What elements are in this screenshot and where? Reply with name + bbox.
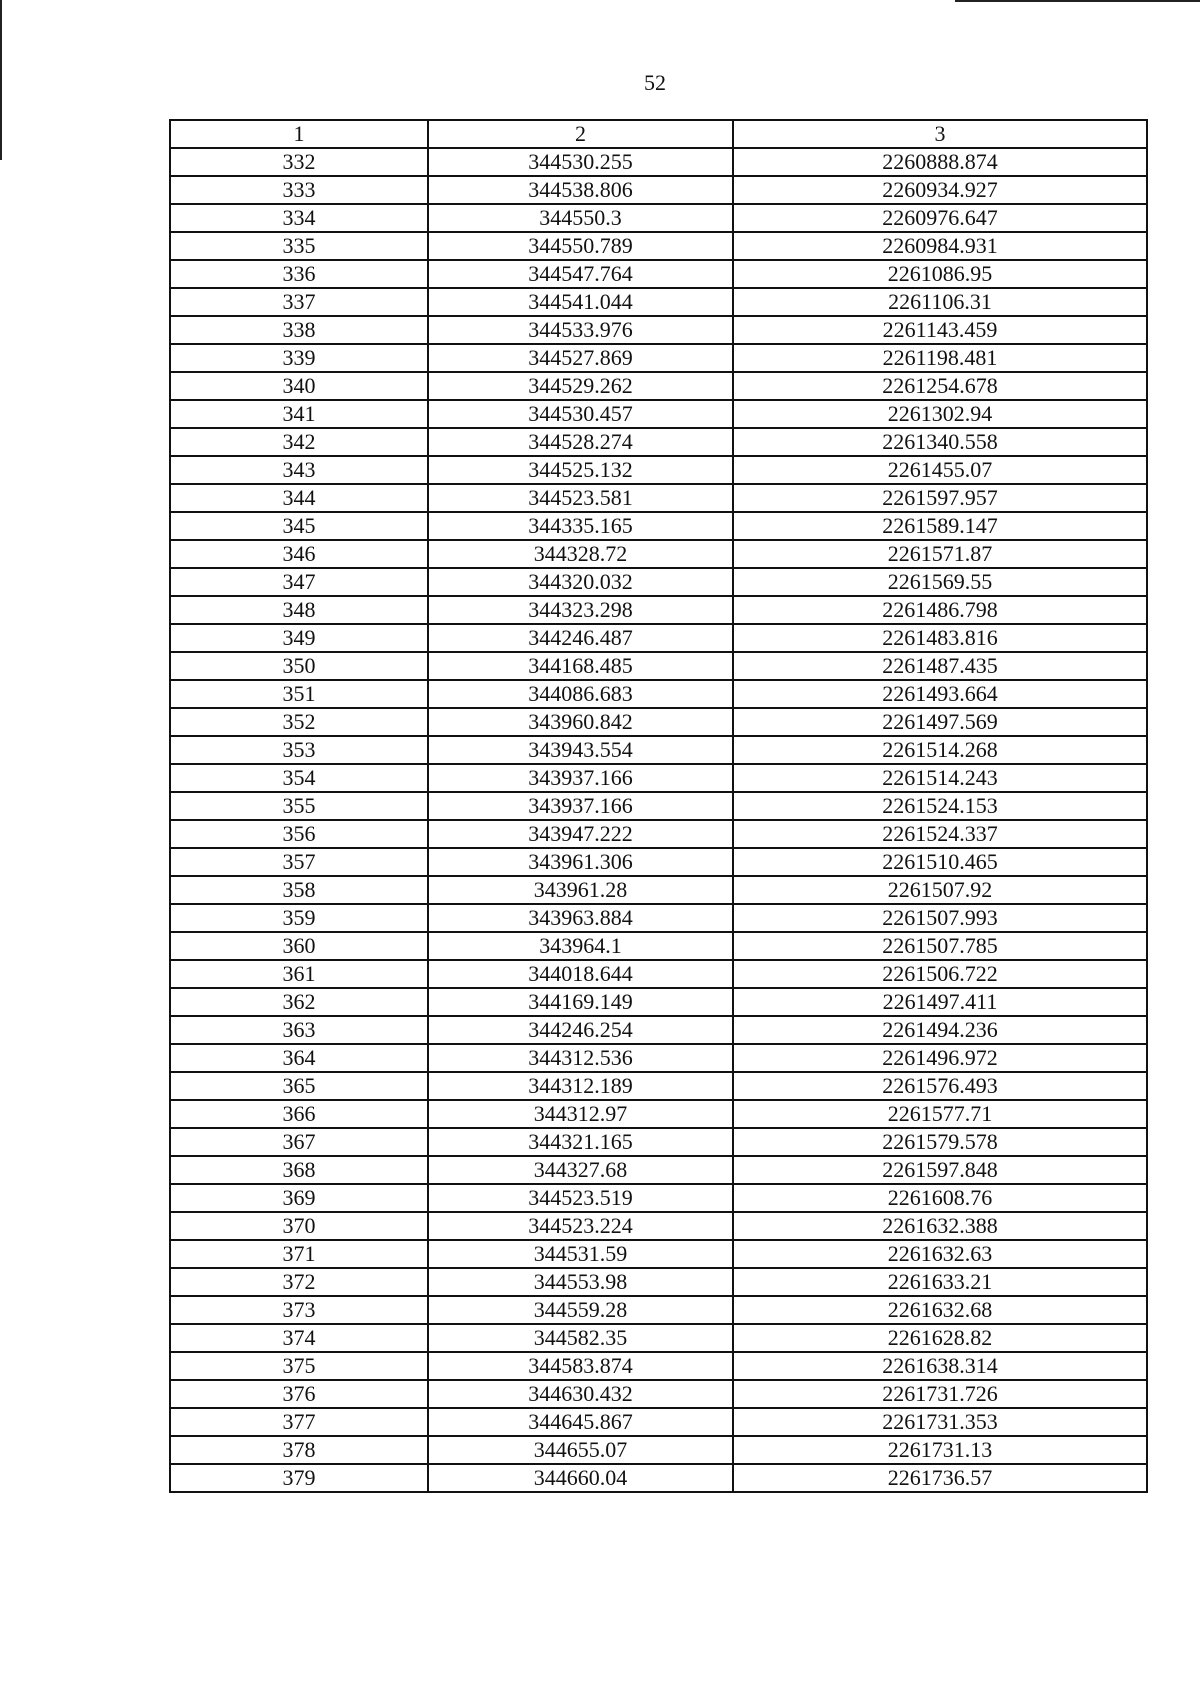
coordinate-x-cell: 344630.432 bbox=[428, 1380, 733, 1408]
coordinate-x-cell: 344582.35 bbox=[428, 1324, 733, 1352]
point-number-cell: 341 bbox=[170, 400, 428, 428]
table-row bbox=[170, 876, 1147, 904]
point-number-cell: 354 bbox=[170, 764, 428, 792]
coordinates-table bbox=[169, 119, 1148, 1493]
table-row bbox=[170, 820, 1147, 848]
coordinate-x-cell: 344559.28 bbox=[428, 1296, 733, 1324]
point-number-cell: 340 bbox=[170, 372, 428, 400]
table-row bbox=[170, 148, 1147, 176]
coordinate-y-cell: 2261731.726 bbox=[733, 1380, 1147, 1408]
coordinate-x-cell: 344246.487 bbox=[428, 624, 733, 652]
point-number-cell: 378 bbox=[170, 1436, 428, 1464]
point-number-cell: 359 bbox=[170, 904, 428, 932]
coordinate-x-cell: 344583.874 bbox=[428, 1352, 733, 1380]
coordinate-y-cell: 2261143.459 bbox=[733, 316, 1147, 344]
point-number-cell: 379 bbox=[170, 1464, 428, 1492]
coordinate-y-cell: 2261736.57 bbox=[733, 1464, 1147, 1492]
table-row bbox=[170, 288, 1147, 316]
coordinate-x-cell: 344312.97 bbox=[428, 1100, 733, 1128]
table-row bbox=[170, 316, 1147, 344]
point-number-cell: 368 bbox=[170, 1156, 428, 1184]
coordinate-y-cell: 2261608.76 bbox=[733, 1184, 1147, 1212]
table-row bbox=[170, 624, 1147, 652]
coordinate-y-cell: 2261589.147 bbox=[733, 512, 1147, 540]
point-number-cell: 371 bbox=[170, 1240, 428, 1268]
coordinate-x-cell: 344660.04 bbox=[428, 1464, 733, 1492]
table-row bbox=[170, 1212, 1147, 1240]
table-row bbox=[170, 1436, 1147, 1464]
point-number-cell: 373 bbox=[170, 1296, 428, 1324]
point-number-cell: 346 bbox=[170, 540, 428, 568]
table-row bbox=[170, 1296, 1147, 1324]
table-row bbox=[170, 988, 1147, 1016]
coordinate-y-cell: 2261493.664 bbox=[733, 680, 1147, 708]
coordinate-x-cell: 344655.07 bbox=[428, 1436, 733, 1464]
coordinate-y-cell: 2261632.68 bbox=[733, 1296, 1147, 1324]
table-row bbox=[170, 1240, 1147, 1268]
point-number-cell: 367 bbox=[170, 1128, 428, 1156]
table-row bbox=[170, 848, 1147, 876]
coordinate-y-cell: 2261569.55 bbox=[733, 568, 1147, 596]
coordinate-y-cell: 2261496.972 bbox=[733, 1044, 1147, 1072]
table-row bbox=[170, 736, 1147, 764]
table-row bbox=[170, 792, 1147, 820]
coordinate-y-cell: 2260934.927 bbox=[733, 176, 1147, 204]
point-number-cell: 355 bbox=[170, 792, 428, 820]
table-row bbox=[170, 708, 1147, 736]
column-header-1: 1 bbox=[170, 120, 428, 148]
point-number-cell: 343 bbox=[170, 456, 428, 484]
coordinate-x-cell: 344645.867 bbox=[428, 1408, 733, 1436]
coordinate-x-cell: 344086.683 bbox=[428, 680, 733, 708]
coordinate-y-cell: 2261514.268 bbox=[733, 736, 1147, 764]
coordinate-y-cell: 2261254.678 bbox=[733, 372, 1147, 400]
coordinate-x-cell: 344538.806 bbox=[428, 176, 733, 204]
coordinate-x-cell: 344541.044 bbox=[428, 288, 733, 316]
coordinate-x-cell: 344321.165 bbox=[428, 1128, 733, 1156]
coordinate-y-cell: 2260976.647 bbox=[733, 204, 1147, 232]
table-row bbox=[170, 1044, 1147, 1072]
coordinate-x-cell: 344323.298 bbox=[428, 596, 733, 624]
coordinate-y-cell: 2261633.21 bbox=[733, 1268, 1147, 1296]
coordinate-x-cell: 344246.254 bbox=[428, 1016, 733, 1044]
coordinate-y-cell: 2261632.388 bbox=[733, 1212, 1147, 1240]
point-number-cell: 345 bbox=[170, 512, 428, 540]
coordinate-y-cell: 2261507.92 bbox=[733, 876, 1147, 904]
point-number-cell: 361 bbox=[170, 960, 428, 988]
point-number-cell: 335 bbox=[170, 232, 428, 260]
table-row bbox=[170, 1380, 1147, 1408]
table-row bbox=[170, 960, 1147, 988]
table-row bbox=[170, 764, 1147, 792]
point-number-cell: 351 bbox=[170, 680, 428, 708]
point-number-cell: 365 bbox=[170, 1072, 428, 1100]
coordinate-y-cell: 2261483.816 bbox=[733, 624, 1147, 652]
table-row bbox=[170, 1016, 1147, 1044]
coordinate-y-cell: 2261514.243 bbox=[733, 764, 1147, 792]
coordinate-y-cell: 2261455.07 bbox=[733, 456, 1147, 484]
coordinate-x-cell: 344320.032 bbox=[428, 568, 733, 596]
coordinate-y-cell: 2261198.481 bbox=[733, 344, 1147, 372]
point-number-cell: 339 bbox=[170, 344, 428, 372]
coordinate-y-cell: 2261106.31 bbox=[733, 288, 1147, 316]
table-row bbox=[170, 540, 1147, 568]
table-row bbox=[170, 1100, 1147, 1128]
point-number-cell: 350 bbox=[170, 652, 428, 680]
coordinate-y-cell: 2260984.931 bbox=[733, 232, 1147, 260]
coordinate-y-cell: 2261571.87 bbox=[733, 540, 1147, 568]
coordinate-x-cell: 344312.189 bbox=[428, 1072, 733, 1100]
coordinate-x-cell: 343960.842 bbox=[428, 708, 733, 736]
coordinate-x-cell: 343961.306 bbox=[428, 848, 733, 876]
table-row bbox=[170, 456, 1147, 484]
coordinate-x-cell: 344529.262 bbox=[428, 372, 733, 400]
coordinate-y-cell: 2261579.578 bbox=[733, 1128, 1147, 1156]
table-row bbox=[170, 1184, 1147, 1212]
coordinate-x-cell: 344328.72 bbox=[428, 540, 733, 568]
point-number-cell: 376 bbox=[170, 1380, 428, 1408]
coordinate-y-cell: 2261486.798 bbox=[733, 596, 1147, 624]
table-row bbox=[170, 932, 1147, 960]
table-header-row bbox=[170, 120, 1147, 148]
point-number-cell: 364 bbox=[170, 1044, 428, 1072]
coordinate-y-cell: 2261628.82 bbox=[733, 1324, 1147, 1352]
coordinate-x-cell: 344550.3 bbox=[428, 204, 733, 232]
coordinate-x-cell: 344553.98 bbox=[428, 1268, 733, 1296]
coordinate-x-cell: 343964.1 bbox=[428, 932, 733, 960]
coordinate-y-cell: 2261576.493 bbox=[733, 1072, 1147, 1100]
table-row bbox=[170, 1268, 1147, 1296]
coordinate-x-cell: 344527.869 bbox=[428, 344, 733, 372]
coordinate-y-cell: 2261524.337 bbox=[733, 820, 1147, 848]
coordinate-y-cell: 2261638.314 bbox=[733, 1352, 1147, 1380]
coordinate-x-cell: 344523.519 bbox=[428, 1184, 733, 1212]
table-row bbox=[170, 1128, 1147, 1156]
column-header-3: 3 bbox=[733, 120, 1147, 148]
table-row bbox=[170, 1464, 1147, 1492]
coordinate-x-cell: 344528.274 bbox=[428, 428, 733, 456]
coordinate-y-cell: 2261510.465 bbox=[733, 848, 1147, 876]
coordinate-x-cell: 344523.224 bbox=[428, 1212, 733, 1240]
point-number-cell: 370 bbox=[170, 1212, 428, 1240]
coordinate-x-cell: 343937.166 bbox=[428, 764, 733, 792]
table-row bbox=[170, 596, 1147, 624]
point-number-cell: 348 bbox=[170, 596, 428, 624]
point-number-cell: 352 bbox=[170, 708, 428, 736]
point-number-cell: 362 bbox=[170, 988, 428, 1016]
coordinate-y-cell: 2261731.353 bbox=[733, 1408, 1147, 1436]
coordinate-x-cell: 344533.976 bbox=[428, 316, 733, 344]
coordinate-y-cell: 2261597.957 bbox=[733, 484, 1147, 512]
table-row bbox=[170, 400, 1147, 428]
table-row bbox=[170, 260, 1147, 288]
coordinate-x-cell: 344168.485 bbox=[428, 652, 733, 680]
table-row bbox=[170, 680, 1147, 708]
table-row bbox=[170, 1072, 1147, 1100]
point-number-cell: 360 bbox=[170, 932, 428, 960]
coordinate-x-cell: 343937.166 bbox=[428, 792, 733, 820]
coordinate-x-cell: 344169.149 bbox=[428, 988, 733, 1016]
scan-edge-top bbox=[955, 0, 1200, 2]
coordinate-x-cell: 344327.68 bbox=[428, 1156, 733, 1184]
coordinate-x-cell: 344530.255 bbox=[428, 148, 733, 176]
point-number-cell: 337 bbox=[170, 288, 428, 316]
point-number-cell: 349 bbox=[170, 624, 428, 652]
table-row bbox=[170, 1324, 1147, 1352]
coordinate-y-cell: 2261507.785 bbox=[733, 932, 1147, 960]
point-number-cell: 358 bbox=[170, 876, 428, 904]
point-number-cell: 372 bbox=[170, 1268, 428, 1296]
coordinate-x-cell: 344531.59 bbox=[428, 1240, 733, 1268]
point-number-cell: 332 bbox=[170, 148, 428, 176]
table-row bbox=[170, 372, 1147, 400]
point-number-cell: 366 bbox=[170, 1100, 428, 1128]
column-header-2: 2 bbox=[428, 120, 733, 148]
point-number-cell: 357 bbox=[170, 848, 428, 876]
coordinate-x-cell: 343943.554 bbox=[428, 736, 733, 764]
point-number-cell: 338 bbox=[170, 316, 428, 344]
point-number-cell: 344 bbox=[170, 484, 428, 512]
table-row bbox=[170, 484, 1147, 512]
table-row bbox=[170, 652, 1147, 680]
point-number-cell: 342 bbox=[170, 428, 428, 456]
coordinate-y-cell: 2261302.94 bbox=[733, 400, 1147, 428]
coordinate-x-cell: 344018.644 bbox=[428, 960, 733, 988]
coordinate-y-cell: 2261632.63 bbox=[733, 1240, 1147, 1268]
table-row bbox=[170, 1352, 1147, 1380]
coordinate-x-cell: 343947.222 bbox=[428, 820, 733, 848]
coordinate-y-cell: 2261487.435 bbox=[733, 652, 1147, 680]
table-row bbox=[170, 232, 1147, 260]
coordinate-y-cell: 2261597.848 bbox=[733, 1156, 1147, 1184]
coordinate-y-cell: 2261506.722 bbox=[733, 960, 1147, 988]
point-number-cell: 369 bbox=[170, 1184, 428, 1212]
coordinate-y-cell: 2261577.71 bbox=[733, 1100, 1147, 1128]
coordinate-y-cell: 2261340.558 bbox=[733, 428, 1147, 456]
coordinate-x-cell: 344547.764 bbox=[428, 260, 733, 288]
table-row bbox=[170, 512, 1147, 540]
coordinate-x-cell: 343961.28 bbox=[428, 876, 733, 904]
coordinate-x-cell: 344530.457 bbox=[428, 400, 733, 428]
table-row bbox=[170, 568, 1147, 596]
point-number-cell: 333 bbox=[170, 176, 428, 204]
coordinate-x-cell: 343963.884 bbox=[428, 904, 733, 932]
table-body bbox=[170, 148, 1147, 1492]
coordinate-y-cell: 2261731.13 bbox=[733, 1436, 1147, 1464]
coordinate-x-cell: 344335.165 bbox=[428, 512, 733, 540]
coordinate-y-cell: 2261086.95 bbox=[733, 260, 1147, 288]
coordinate-y-cell: 2261497.411 bbox=[733, 988, 1147, 1016]
point-number-cell: 377 bbox=[170, 1408, 428, 1436]
point-number-cell: 334 bbox=[170, 204, 428, 232]
point-number-cell: 353 bbox=[170, 736, 428, 764]
coordinate-x-cell: 344312.536 bbox=[428, 1044, 733, 1072]
table-row bbox=[170, 428, 1147, 456]
page-number: 52 bbox=[644, 70, 666, 95]
coordinate-y-cell: 2260888.874 bbox=[733, 148, 1147, 176]
point-number-cell: 374 bbox=[170, 1324, 428, 1352]
coordinate-x-cell: 344525.132 bbox=[428, 456, 733, 484]
point-number-cell: 363 bbox=[170, 1016, 428, 1044]
table-row bbox=[170, 1408, 1147, 1436]
coordinate-y-cell: 2261494.236 bbox=[733, 1016, 1147, 1044]
coordinate-x-cell: 344523.581 bbox=[428, 484, 733, 512]
point-number-cell: 347 bbox=[170, 568, 428, 596]
point-number-cell: 336 bbox=[170, 260, 428, 288]
coordinate-y-cell: 2261507.993 bbox=[733, 904, 1147, 932]
table-row bbox=[170, 904, 1147, 932]
table-row bbox=[170, 1156, 1147, 1184]
table-row bbox=[170, 176, 1147, 204]
point-number-cell: 356 bbox=[170, 820, 428, 848]
coordinate-x-cell: 344550.789 bbox=[428, 232, 733, 260]
coordinate-y-cell: 2261497.569 bbox=[733, 708, 1147, 736]
table-row bbox=[170, 344, 1147, 372]
table-row bbox=[170, 204, 1147, 232]
coordinate-y-cell: 2261524.153 bbox=[733, 792, 1147, 820]
point-number-cell: 375 bbox=[170, 1352, 428, 1380]
